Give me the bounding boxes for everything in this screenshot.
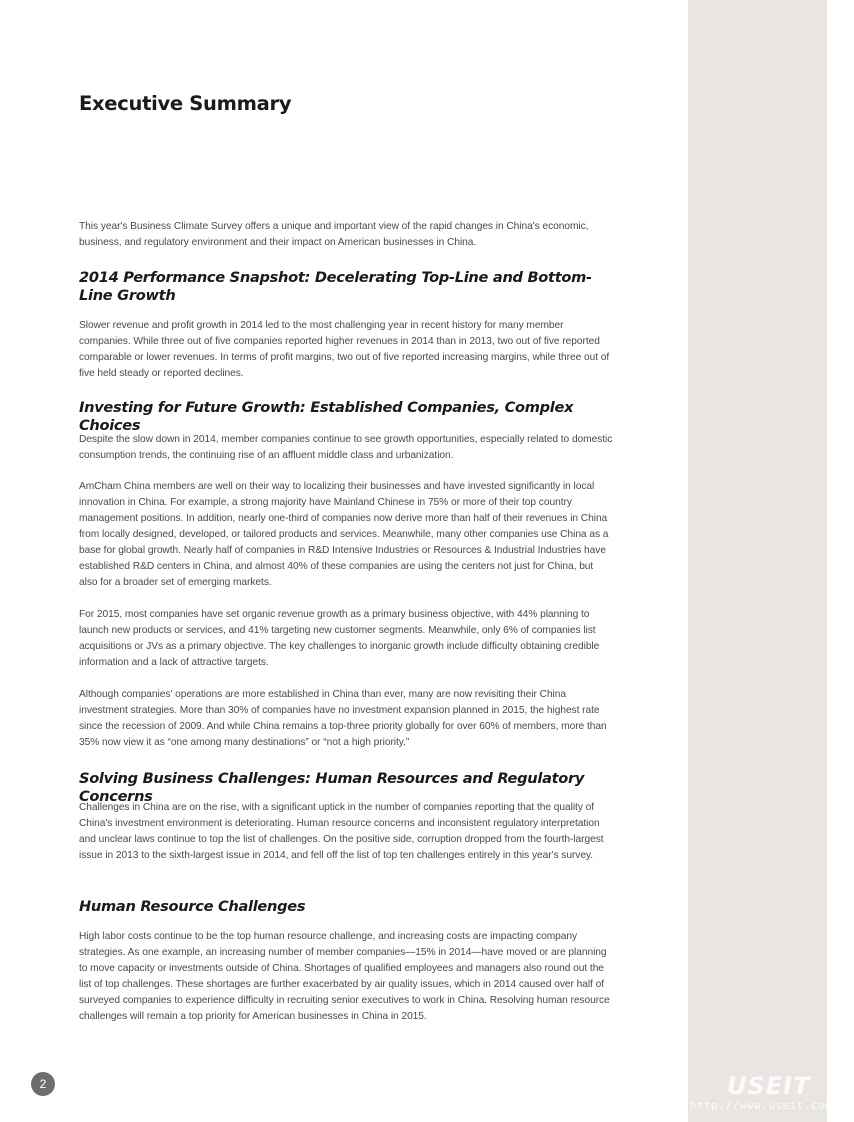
section-heading-human-resources: Human Resource Challenges xyxy=(79,898,306,915)
watermark-logo: USEIT xyxy=(727,1072,811,1100)
section-paragraph: Although companies' operations are more established in China than ever, many are now revisiting their China investment strategies. More than 30% of companies have no investment expansion planned in 2015, the highest rate since the recession of 2009. And while China remains a top-three priority globally for over 60% of members, more than 35% now view it as “one among many destinations” or “not a high priority.” xyxy=(79,689,607,748)
section-paragraph: High labor costs continue to be the top human resource challenge, and increasing costs are impacting company strategies. As one example, an increasing number of member companies—15% in 2014—have moved or are planning to move capacity or investments outside of China. Shortages of qualified employees and managers also round out the list of top challenges. These shortages are further exacerbated by air quality issues, which in 2014 caused over half of surveyed companies to experience difficulty in recruiting senior executives to work in China. Resolving human resource challenges will remain a top priority for American businesses in China in 2015. xyxy=(79,931,610,1022)
section-paragraph: For 2015, most companies have set organic revenue growth as a primary business objective, with 44% planning to launch new products or services, and 41% targeting new customer segments. Meanwhile, only 6% of companies list acquisitions or JVs as a primary objective. The key challenges to inorganic growth include difficulty obtaining credible information and a lack of attractive targets. xyxy=(79,609,600,668)
section-heading-challenges: Solving Business Challenges: Human Resources and Regulatory Concerns xyxy=(79,770,585,805)
page-sidebar-band xyxy=(688,0,827,1122)
section-heading-performance: 2014 Performance Snapshot: Decelerating Top-Line and Bottom-Line Growth xyxy=(79,269,592,304)
intro-paragraph: This year's Business Climate Survey offers a unique and important view of the rapid changes in China's economic, business, and regulatory environment and their impact on American businesses in China. xyxy=(79,221,589,248)
page-number-badge: 2 xyxy=(31,1072,55,1096)
section-paragraph: Challenges in China are on the rise, with a significant uptick in the number of companies reporting that the quality of China's investment environment is deteriorating. Human resource concerns and inconsistent regulatory interpretation and unclear laws continue to top the list of challenges. On the positive side, corruption dropped from the fourth-largest issue in 2013 to the sixth-largest issue in 2014, and fell off the list of top ten challenges entirely in this year's survey. xyxy=(79,802,604,861)
page-title: Executive Summary xyxy=(79,92,292,115)
section-heading-investing: Investing for Future Growth: Established Companies, Complex Choices xyxy=(79,399,574,434)
section-paragraph: AmCham China members are well on their way to localizing their businesses and have invested significantly in local innovation in China. For example, a strong majority have Mainland Chinese in 75% or more of their top country management positions. In addition, nearly one-third of companies now derive more than half of their revenues in China from locally designed, developed, or tailored products and services. Meanwhile, many other companies use China as a base for global growth. Nearly half of companies in R&D Intensive Industries or Resources & Industrial Industries have established R&D centers in China, and almost 40% of these companies are using the centers not just for China, but also for a broader set of emerging markets. xyxy=(79,481,609,588)
watermark-url: http://www.useit.com.cn xyxy=(690,1100,854,1112)
section-paragraph: Despite the slow down in 2014, member companies continue to see growth opportunities, especially related to domestic consumption trends, the continuing rise of an affluent middle class and urbanization. xyxy=(79,434,613,461)
section-paragraph: Slower revenue and profit growth in 2014 led to the most challenging year in recent history for many member companies. While three out of five companies reported higher revenues in 2014 than in 2013, two out of five reported comparable or lower revenues. In terms of profit margins, two out of five reported increasing margins, while three out of five held steady or reported declines. xyxy=(79,320,610,379)
